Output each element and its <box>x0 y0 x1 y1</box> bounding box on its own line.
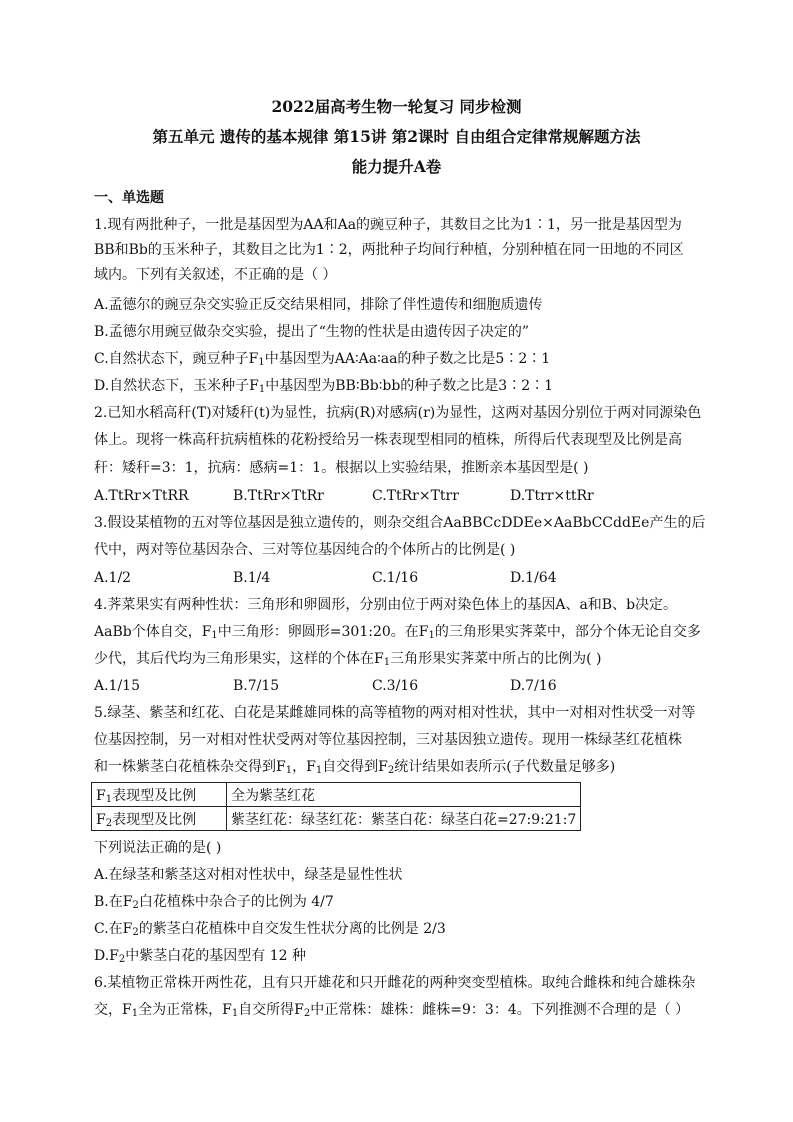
subscript: 1 <box>105 793 113 805</box>
subscript: 1 <box>428 630 435 641</box>
table-row <box>92 783 581 807</box>
option-a: A.1/2 <box>94 570 132 586</box>
subscript: 1 <box>315 765 323 776</box>
subscript: 1 <box>258 357 265 368</box>
question-text-part: 和一株紫茎白花植株杂交得到F <box>94 759 286 775</box>
subscript: 2 <box>303 1008 311 1019</box>
question-text-part: 中正常株：雄株：雌株=9：3：4。下列推测不合理的是（ ） <box>310 1002 690 1018</box>
subscript: 1 <box>131 1008 139 1019</box>
option-c: C.1/16 <box>372 570 419 586</box>
option-a: A.在绿茎和紫茎这对相对性状中，绿茎是显性性状 <box>94 867 403 883</box>
option-d: D.1/64 <box>510 570 557 586</box>
subscript: 2 <box>387 765 395 776</box>
question-text: 域内。下列有关叙述，不正确的是（ ） <box>94 267 337 283</box>
subscript: 1 <box>258 384 266 395</box>
option-d: D.7/16 <box>510 678 557 694</box>
section-heading: 一、单选题 <box>94 190 164 206</box>
cell-text: 表现型及比例 <box>112 811 197 828</box>
option-b: B.孟德尔用豌豆做杂交实验，提出了“生物的性状是由遗传因子决定的” <box>94 324 530 340</box>
question-text-part: 的三角形果实荠菜中，部分个体无论自交多 <box>434 624 701 640</box>
doc-title: 2022届高考生物一轮复习 同步检测 <box>271 97 522 116</box>
question-text <box>94 649 601 669</box>
subscript: 1 <box>285 765 293 776</box>
option-text: 白花植株中杂合子的比例为 4/7 <box>138 894 334 910</box>
table-cell: 紫茎红花：绿茎红花：紫茎白花：绿茎白花=27:9:21:7 <box>227 807 581 831</box>
question-text-part: 三角形果实荠菜中所占的比例为( ) <box>390 651 602 667</box>
cell-text: 表现型及比例 <box>112 787 197 804</box>
question-text <box>94 757 615 777</box>
option-c <box>94 919 446 939</box>
subscript: 1 <box>383 657 391 668</box>
subscript: 2 <box>105 817 113 829</box>
question-text-part: 自交所得F <box>238 1002 304 1018</box>
question-text-part: ，F <box>292 759 316 775</box>
option-text: B.在F <box>94 894 133 910</box>
question-text: 1.现有两批种子，一批是基因型为AA和Aa的豌豆种子，其数目之比为1∶1，另一批是基因型为 <box>94 217 682 233</box>
option-text: C.在F <box>94 921 133 937</box>
option-d <box>94 946 306 966</box>
question-text: 3.假设某植物的五对等位基因是独立遗传的，则杂交组合AaBBCcDDEe×AaBbCCddEe产生的后 <box>94 515 706 531</box>
option-c: C.TtRr×Ttrr <box>372 488 459 504</box>
subscript: 2 <box>132 900 139 911</box>
question-text-part: 中三角形：卵圆形=301:20。在F <box>217 624 429 640</box>
question-text-part: AaBb个体自交，F <box>94 624 212 640</box>
question-text-part: 全为正常株，F <box>138 1002 232 1018</box>
option-b <box>94 892 334 912</box>
question-text: 秆：矮秆=3：1，抗病：感病=1：1。根据以上实验结果，推断亲本基因型是( ) <box>94 460 589 476</box>
option-c: C.3/16 <box>372 678 419 694</box>
option-text: C.自然状态下，豌豆种子F <box>94 351 259 367</box>
option-a: A.1/15 <box>94 678 140 694</box>
subscript: 2 <box>132 927 139 938</box>
question-text: 2.已知水稻高秆(T)对矮秆(t)为显性，抗病(R)对感病(r)为显性，这两对基因分别位于两对同源染色 <box>94 405 702 421</box>
question-text: 6.某植物正常株开两性花，且有只开雄花和只开雌花的两种突变型植株。取纯合雌株和纯合雄株杂 <box>94 975 696 991</box>
question-text-part: 少代，其后代均为三角形果实，这样的个体在F <box>94 651 384 667</box>
question-text: 代中，两对等位基因杂合、三对等位基因纯合的个体所占的比例是( ) <box>94 542 516 558</box>
option-text: D.自然状态下，玉米种子F <box>94 378 259 394</box>
subscript: 1 <box>231 1008 239 1019</box>
subscript: 1 <box>211 630 218 641</box>
option-b: B.TtRr×TtRr <box>233 488 324 504</box>
option-a: A.孟德尔的豌豆杂交实验正反交结果相同，排除了伴性遗传和细胞质遗传 <box>94 297 543 313</box>
cell-text: F <box>96 787 106 804</box>
option-d: D.Ttrr×ttRr <box>510 488 594 504</box>
doc-subtitle: 第五单元 遗传的基本规律 第15讲 第2课时 自由组合定律常规解题方法 <box>152 127 641 146</box>
option-d <box>94 376 553 396</box>
question-text-part: 交，F <box>94 1002 132 1018</box>
option-text: 中基因型为AA∶Aa∶aa的种子数之比是5∶2∶1 <box>264 351 551 367</box>
cell-text: F <box>96 811 106 828</box>
option-c <box>94 349 550 369</box>
table-row <box>92 807 581 831</box>
question-text: BB和Bb的玉米种子，其数目之比为1∶2，两批种子均间行种植，分别种植在同一田地的不同区 <box>94 242 684 258</box>
subscript: 2 <box>118 954 126 965</box>
question-text: 5.绿茎、紫茎和红花、白花是某雌雄同株的高等植物的两对相对性状，其中一对相对性状受一对等 <box>94 705 696 721</box>
table-header-cell <box>92 807 227 831</box>
results-table <box>91 782 581 831</box>
question-text-part: 统计结果如表所示(子代数量足够多) <box>394 759 616 775</box>
question-text-part: 自交得到F <box>322 759 388 775</box>
option-text: 中基因型为BB∶Bb∶bb的种子数之比是3∶2∶1 <box>265 378 554 394</box>
question-text <box>94 622 701 642</box>
question-text <box>94 1000 689 1020</box>
question-text: 4.荠菜果实有两种性状：三角形和卵圆形，分别由位于两对染色体上的基因A、a和B、b决定。 <box>94 597 678 613</box>
option-a: A.TtRr×TtRR <box>94 488 189 504</box>
option-b: B.1/4 <box>233 570 271 586</box>
option-text: 中紫茎白花的基因型有 12 种 <box>125 948 306 964</box>
option-b: B.7/15 <box>233 678 280 694</box>
option-text: 的紫茎白花植株中自交发生性状分离的比例是 2/3 <box>138 921 446 937</box>
doc-volume-title: 能力提升A卷 <box>351 157 442 176</box>
table-header-cell <box>92 783 227 807</box>
option-text: D.F <box>94 948 119 964</box>
question-text: 位基因控制，另一对相对性状受两对等位基因控制，三对基因独立遗传。现用一株绿茎红花植株 <box>94 732 682 748</box>
question-text: 体上。现将一株高秆抗病植株的花粉授给另一株表现型相同的植株，所得后代表现型及比例是高 <box>94 432 682 448</box>
question-stem: 下列说法正确的是( ) <box>94 840 222 856</box>
table-cell: 全为紫茎红花 <box>227 783 581 807</box>
